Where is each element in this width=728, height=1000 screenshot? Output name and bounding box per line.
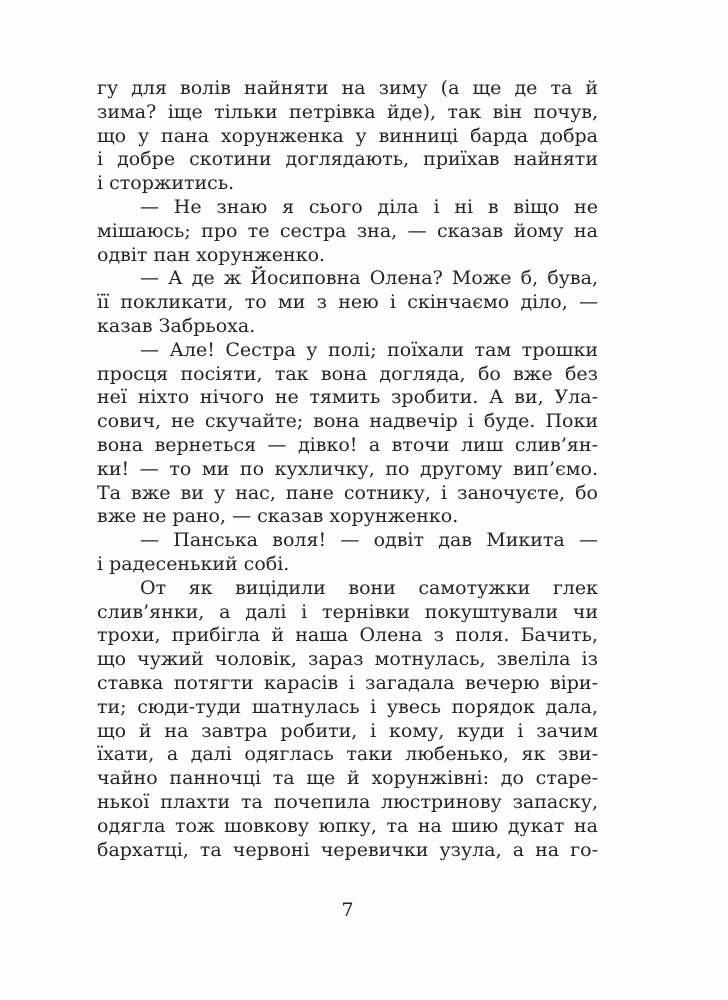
text-block [97, 77, 598, 862]
paragraph [97, 267, 598, 338]
text-line: їхати, а далі одяглась таки любенько, як зви- [97, 743, 598, 766]
text-line: От як вицідили вони самотужки глек [140, 576, 598, 599]
page-number: 7 [341, 899, 354, 921]
text-line: що чужий чоловік, зараз мотнулась, звеліла із [97, 648, 598, 671]
text-line: — А де ж Йосиповна Олена? Може б, бува, [140, 267, 598, 290]
paragraph [97, 339, 598, 529]
text-line: одягла тож шовкову юпку, та на шию дукат на [97, 814, 598, 837]
text-line: і добре скотини доглядають, приїхав найняти [97, 148, 598, 171]
text-line: її покликати, то ми з нею і скінчаємо діло, — [97, 291, 598, 314]
text-line: неї ніхто нічого не тямить зробити. А ви, Ула- [97, 386, 598, 409]
text-line: нької плахти та почепила люстринову запаску, [97, 790, 598, 813]
text-line: — Не знаю я сього діла і ні в віщо не [140, 195, 598, 218]
text-line: вже не рано, — сказав хорунженко. [97, 505, 459, 528]
paragraph [97, 577, 598, 863]
text-line: мішаюсь; про те сестра зна, — сказав йому на [97, 219, 598, 242]
text-line: сович, не скучайте; вона надвечір і буде. Поки [97, 410, 598, 433]
paragraph [97, 77, 598, 196]
text-line: Та вже ви у нас, пане сотнику, і заночуєте, бо [97, 481, 598, 504]
text-line: одвіт пан хорунженко. [97, 243, 326, 266]
text-line: ки! — то ми по кухличку, по другому вип’ємо. [97, 457, 598, 480]
text-line: просця посіяти, так вона догляда, бо вже без [97, 362, 598, 385]
text-line: бархатці, та червоні черевички узула, а на го- [97, 838, 598, 861]
text-line: що у пана хорунженка у винниці барда добра [97, 124, 598, 147]
text-line: трохи, прибігла й наша Олена з поля. Бачить, [97, 624, 598, 647]
text-line: вона вернеться — дівко! а вточи лиш слив’ян- [97, 433, 598, 456]
text-line: ти; сюди-туди шатнулась і увесь порядок дала, [97, 695, 598, 718]
text-line: слив’янки, а далі і тернівки покуштували чи [97, 600, 598, 623]
text-line: — Але! Сестра у полі; поїхали там трошки [140, 338, 598, 361]
text-line: казав Забрьоха. [97, 314, 256, 337]
text-line: — Панська воля! — одвіт дав Микита — [140, 529, 598, 552]
text-line: гу для волів найняти на зиму (а ще де та й [97, 77, 598, 99]
text-line: і сторжитись. [97, 172, 235, 195]
paragraph [97, 196, 598, 267]
text-line: зима? іще тільки петрівка йде), так він почув, [97, 100, 598, 123]
text-line: ставка потягти карасів і загадала вечерю віри- [97, 671, 598, 694]
text-line: що й на завтра робити, і кому, куди і зачим [97, 719, 598, 742]
text-line: і радесенький собі. [97, 552, 290, 575]
paragraph [97, 529, 598, 577]
text-line: чайно панночці та ще й хорунжівні: до старе- [97, 767, 598, 790]
